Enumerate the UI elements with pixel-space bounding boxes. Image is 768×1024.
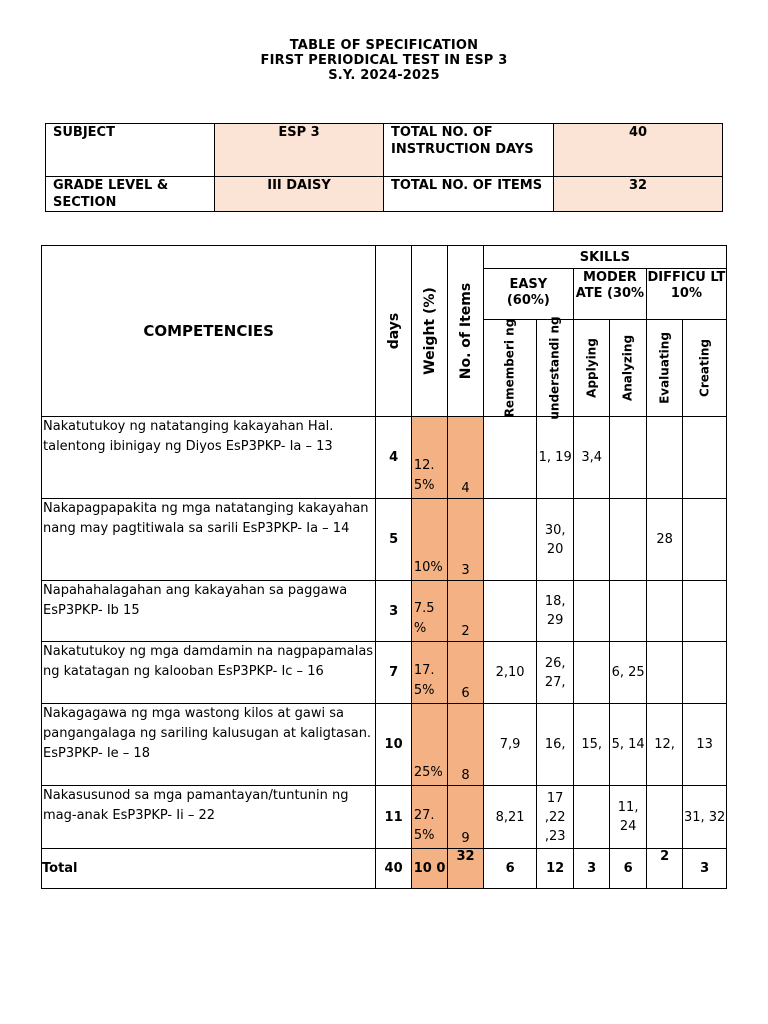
subject-label: SUBJECT — [46, 124, 215, 177]
items-cell: 3 — [448, 499, 483, 581]
doc-title: TABLE OF SPECIFICATION — [289, 38, 479, 53]
creating-cell — [683, 417, 727, 499]
creating-cell: 31, 32 — [683, 786, 727, 849]
remembering-cell — [483, 581, 537, 642]
remembering-cell: 7,9 — [483, 704, 537, 786]
skills-header: SKILLS — [483, 246, 726, 269]
table-row — [42, 642, 727, 704]
weight-cell: 10% — [411, 499, 447, 581]
competency-text: Nakatutukoy ng natatanging kakayahan Hal. talentong ibinigay ng Diyos EsP3PKP- Ia – 13 — [42, 417, 376, 499]
instruction-days-value: 40 — [554, 124, 723, 177]
items-cell: 4 — [448, 417, 483, 499]
applying-cell — [573, 786, 609, 849]
competency-text: Nakasusunod sa mga pamantayan/tuntunin ng mag-anak EsP3PKP- Ii – 22 — [42, 786, 376, 849]
specification-table — [41, 245, 727, 889]
days-header: days — [376, 246, 411, 417]
analyzing-header: Analyzing — [610, 320, 646, 417]
total-remembering: 6 — [483, 849, 537, 889]
weight-header: Weight (%) — [411, 246, 447, 417]
competency-text: Nakatutukoy ng mga damdamin na nagpapamalas ng katatagan ng kalooban EsP3PKP- Ic – 16 — [42, 642, 376, 704]
days-cell: 3 — [376, 581, 411, 642]
total-row — [42, 849, 727, 889]
evaluating-cell — [646, 417, 682, 499]
analyzing-cell: 5, 14 — [610, 704, 646, 786]
table-row — [42, 581, 727, 642]
total-items-value: 32 — [554, 177, 723, 212]
understanding-cell: 30, 20 — [537, 499, 573, 581]
evaluating-cell — [646, 581, 682, 642]
items-cell: 8 — [448, 704, 483, 786]
items-cell: 9 — [448, 786, 483, 849]
competency-text: Nakapagpapakita ng mga natatanging kakayahan nang may pagtitiwala sa sarili EsP3PKP- Ia – 14 — [42, 499, 376, 581]
understanding-cell: 16, — [537, 704, 573, 786]
remembering-header: Rememberi ng — [483, 320, 537, 417]
analyzing-cell: 6, 25 — [610, 642, 646, 704]
understanding-cell: 18, 29 — [537, 581, 573, 642]
weight-cell: 17. 5% — [411, 642, 447, 704]
creating-cell — [683, 499, 727, 581]
days-cell: 11 — [376, 786, 411, 849]
weight-cell: 25% — [411, 704, 447, 786]
creating-cell — [683, 581, 727, 642]
applying-cell: 15, — [573, 704, 609, 786]
remembering-cell — [483, 417, 537, 499]
days-cell: 4 — [376, 417, 411, 499]
analyzing-cell — [610, 581, 646, 642]
info-table — [45, 123, 723, 212]
analyzing-cell: 11, 24 — [610, 786, 646, 849]
analyzing-cell — [610, 499, 646, 581]
doc-subtitle: FIRST PERIODICAL TEST IN ESP 3 — [260, 53, 508, 68]
evaluating-cell — [646, 786, 682, 849]
days-cell: 10 — [376, 704, 411, 786]
evaluating-cell: 28 — [646, 499, 682, 581]
total-applying: 3 — [573, 849, 609, 889]
items-cell: 2 — [448, 581, 483, 642]
competency-text: Nakagagawa ng mga wastong kilos at gawi sa pangangalaga ng sariling kalusugan at kaligtasan. EsP3PKP- Ie – 18 — [42, 704, 376, 786]
school-year: S.Y. 2024-2025 — [328, 68, 440, 83]
table-row — [42, 499, 727, 581]
subject-value: ESP 3 — [215, 124, 384, 177]
total-understanding: 12 — [537, 849, 573, 889]
grade-value: III DAISY — [215, 177, 384, 212]
applying-header: Applying — [573, 320, 609, 417]
total-analyzing: 6 — [610, 849, 646, 889]
total-evaluating: 2 — [646, 849, 682, 889]
days-cell: 7 — [376, 642, 411, 704]
weight-cell: 27. 5% — [411, 786, 447, 849]
remembering-cell: 2,10 — [483, 642, 537, 704]
understanding-cell: 17 ,22 ,23 — [537, 786, 573, 849]
remembering-cell: 8,21 — [483, 786, 537, 849]
total-weight: 10 0 — [411, 849, 447, 889]
table-row — [42, 704, 727, 786]
applying-cell — [573, 581, 609, 642]
creating-header: Creating — [683, 320, 727, 417]
evaluating-cell: 12, — [646, 704, 682, 786]
days-cell: 5 — [376, 499, 411, 581]
total-days: 40 — [376, 849, 411, 889]
analyzing-cell — [610, 417, 646, 499]
applying-cell: 3,4 — [573, 417, 609, 499]
weight-cell: 7.5 % — [411, 581, 447, 642]
table-row — [42, 417, 727, 499]
moderate-header: MODER ATE (30% — [573, 269, 646, 320]
remembering-cell — [483, 499, 537, 581]
total-items-label: TOTAL NO. OF ITEMS — [384, 177, 554, 212]
difficult-header: DIFFICU LT 10% — [646, 269, 726, 320]
instruction-days-label: TOTAL NO. OF INSTRUCTION DAYS — [384, 124, 554, 177]
total-items: 32 — [448, 849, 483, 889]
evaluating-header: Evaluating — [646, 320, 682, 417]
items-cell: 6 — [448, 642, 483, 704]
items-header: No. of Items — [448, 246, 483, 417]
understanding-cell: 26, 27, — [537, 642, 573, 704]
easy-header: EASY (60%) — [483, 269, 573, 320]
total-label: Total — [42, 849, 376, 889]
applying-cell — [573, 642, 609, 704]
understanding-header: understandi ng — [537, 320, 573, 417]
creating-cell: 13 — [683, 704, 727, 786]
total-creating: 3 — [683, 849, 727, 889]
weight-cell: 12. 5% — [411, 417, 447, 499]
understanding-cell: 1, 19 — [537, 417, 573, 499]
creating-cell — [683, 642, 727, 704]
table-row — [42, 786, 727, 849]
grade-label: GRADE LEVEL & SECTION — [46, 177, 215, 212]
applying-cell — [573, 499, 609, 581]
competencies-header: COMPETENCIES — [42, 246, 376, 417]
evaluating-cell — [646, 642, 682, 704]
competency-text: Napahahalagahan ang kakayahan sa paggawa EsP3PKP- Ib 15 — [42, 581, 376, 642]
